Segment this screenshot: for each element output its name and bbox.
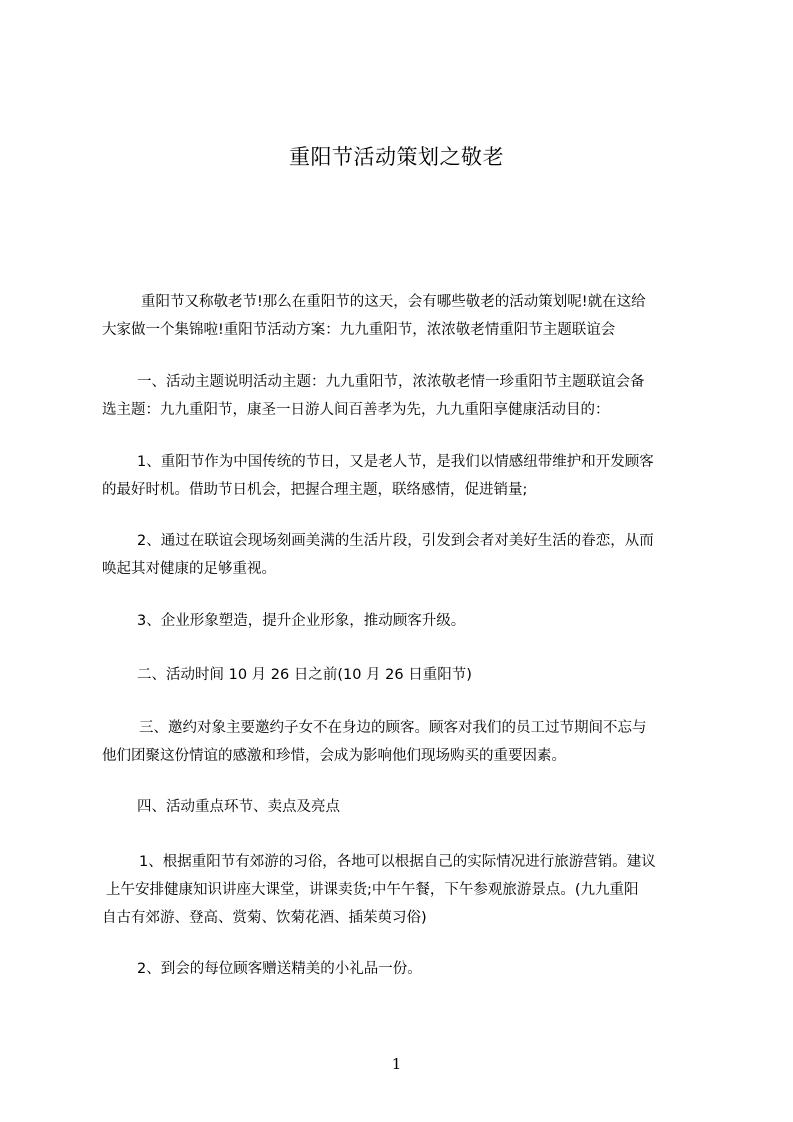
paragraph-line: 的最好时机。借助节日机会，把握合理主题，联络感情，促进销量; bbox=[102, 482, 528, 498]
paragraph-highlight-1 bbox=[102, 848, 702, 932]
paragraph-line: 1、重阳节作为中国传统的节日，又是老人节，是我们以情感纽带维护和开发顾客 bbox=[137, 454, 654, 470]
paragraph-line: 3、企业形象塑造，提升企业形象，推动顾客升级。 bbox=[137, 613, 466, 629]
paragraph-line: 1、根据重阳节有郊游的习俗，各地可以根据自己的实际情况进行旅游营销。建议 bbox=[139, 854, 656, 870]
page-number: 1 bbox=[391, 1055, 402, 1073]
paragraph-line: 2、通过在联谊会现场刻画美满的生活片段，引发到会者对美好生活的眷恋，从而 bbox=[137, 533, 654, 549]
paragraph-line: 唤起其对健康的足够重视。 bbox=[102, 561, 276, 577]
paragraph-time bbox=[102, 661, 702, 689]
paragraph-purpose-3 bbox=[102, 607, 702, 635]
paragraph-line: 二、活动时间 10 月 26 日之前(10 月 26 日重阳节) bbox=[137, 667, 472, 683]
paragraph-invitees bbox=[102, 714, 702, 770]
paragraph-line: 四、活动重点环节、卖点及亮点 bbox=[137, 799, 340, 815]
paragraph-highlight-2 bbox=[102, 955, 702, 983]
paragraph-highlights-heading bbox=[102, 793, 702, 821]
paragraph-line: 他们团聚这份情谊的感激和珍惜，会成为影响他们现场购买的重要因素。 bbox=[102, 748, 566, 764]
paragraph-line: 一、活动主题说明活动主题：九九重阳节，浓浓敬老情一珍重阳节主题联谊会备 bbox=[137, 374, 645, 390]
paragraph-intro bbox=[102, 288, 702, 344]
paragraph-theme bbox=[102, 368, 702, 424]
paragraph-line: 选主题：九九重阳节，康圣一日游人间百善孝为先，九九重阳享健康活动目的： bbox=[102, 402, 610, 418]
paragraph-line: 上午安排健康知识讲座大课堂，讲课卖货;中午午餐，下午参观旅游景点。(九九重阳 bbox=[106, 882, 639, 898]
paragraph-line: 三、邀约对象主要邀约子女不在身边的顾客。顾客对我们的员工过节期间不忘与 bbox=[139, 720, 647, 736]
paragraph-line: 自古有郊游、登高、赏菊、饮菊花酒、插茱萸习俗) bbox=[102, 910, 427, 926]
paragraph-line: 大家做一个集锦啦!重阳节活动方案：九九重阳节，浓浓敬老情重阳节主题联谊会 bbox=[102, 322, 616, 338]
document-title: 重阳节活动策划之敬老 bbox=[289, 145, 504, 169]
paragraph-line: 重阳节又称敬老节!那么在重阳节的这天，会有哪些敬老的活动策划呢!就在这给 bbox=[141, 294, 646, 310]
paragraph-purpose-2 bbox=[102, 527, 702, 583]
paragraph-line: 2、到会的每位顾客赠送精美的小礼品一份。 bbox=[137, 961, 422, 977]
paragraph-purpose-1 bbox=[102, 448, 702, 504]
